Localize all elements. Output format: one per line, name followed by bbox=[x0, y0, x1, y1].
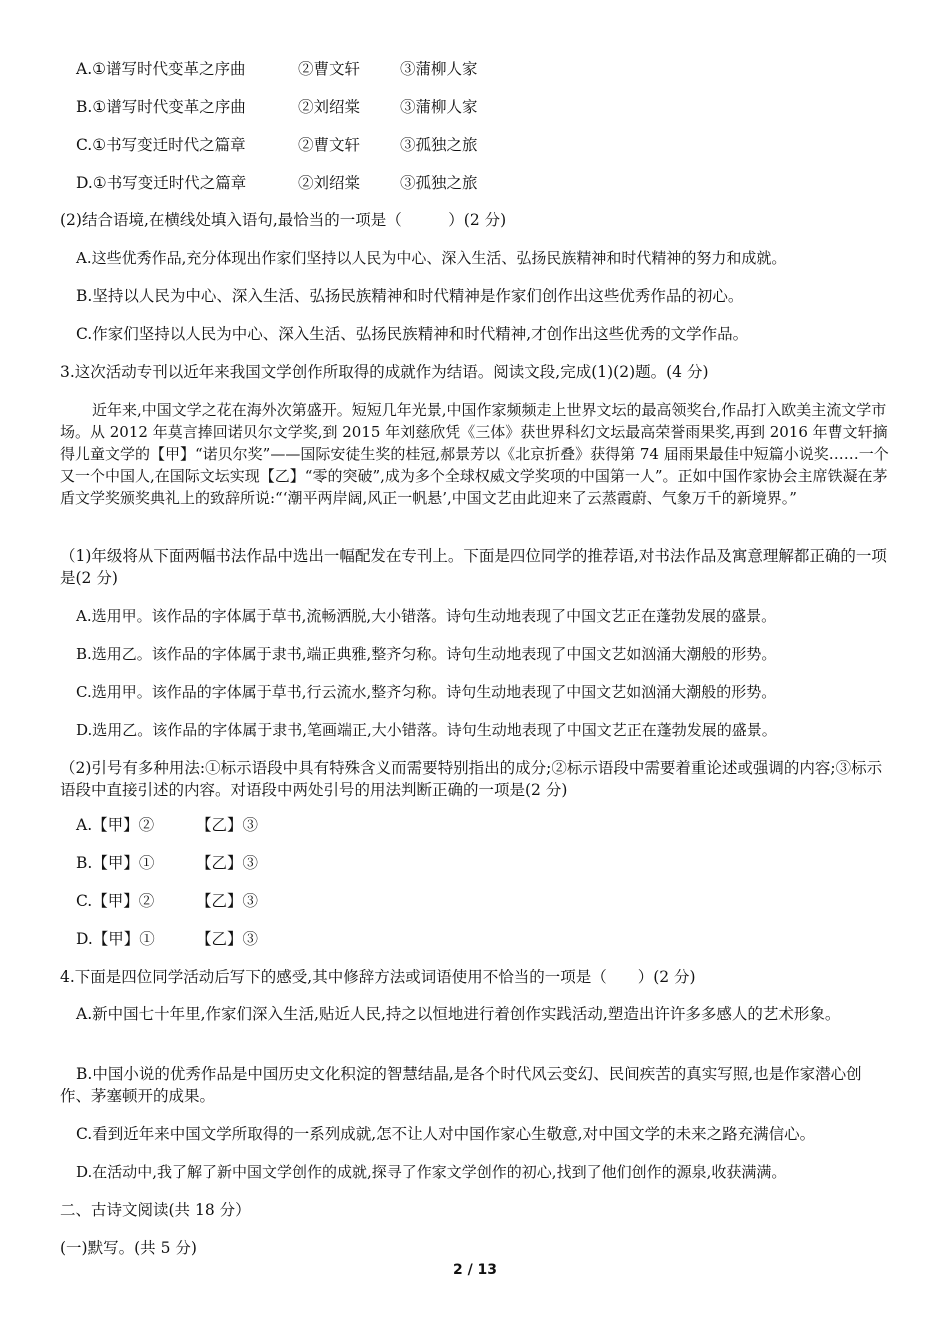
q3-2-option-a: A.【甲】② bbox=[76, 816, 155, 834]
option-text: A.①谱写时代变革之序曲 bbox=[76, 60, 246, 78]
q2-1-option-d bbox=[76, 172, 246, 194]
q2-1-option-a bbox=[76, 58, 246, 80]
q3-stem: 3.这次活动专刊以近年来我国文学创作所取得的成就作为结语。阅读文段,完成(1)(2)题。(4 分) bbox=[60, 363, 709, 381]
option-text: B.①谱写时代变革之序曲 bbox=[76, 98, 246, 116]
q2-1-option-c bbox=[76, 134, 246, 156]
q3-passage: 近年来,中国文学之花在海外次第盛开。短短几年光景,中国作家频频走上世界文坛的最高领奖台,作品打入欧美主流文学市场。从 2012 年莫言捧回诺贝尔文学奖,到 2015 年刘慈欣凭《三体》获世界科幻文坛最高荣誉雨果奖,再到 2016 年曹文轩摘得儿童文学的【甲】“诺贝尔奖”——国际安徒生奖的桂冠,郝景芳以《北京折叠》获得第 74 届雨果最佳中短篇小说奖……一个又一个中国人,在国际文坛实现【乙】“零的突破”,成为多个全球权威文学奖项的中国第一人”。正如中国作家协会主席铁凝在茅盾文学奖颁奖典礼上的致辞所说:“‘潮平两岸阔,风正一帆悬’,中国文艺由此迎来了云蒸霞蔚、气象万千的新境界。” bbox=[60, 401, 889, 507]
option-work: ③孤独之旅 bbox=[400, 174, 478, 192]
q2-2-option-b: B.坚持以人民为中心、深入生活、弘扬民族精神和时代精神是作家们创作出这些优秀作品的初心。 bbox=[76, 287, 744, 305]
option-author: ②曹文轩 bbox=[298, 60, 361, 78]
q2-2-stem: (2)结合语境,在横线处填入语句,最恰当的一项是（ ）(2 分) bbox=[60, 211, 507, 229]
option-text: D.①书写变迁时代之篇章 bbox=[76, 174, 247, 192]
option-mark-yi: 【乙】③ bbox=[196, 816, 259, 834]
option-work: ③蒲柳人家 bbox=[400, 60, 478, 78]
option-author: ②刘绍棠 bbox=[298, 174, 361, 192]
option-mark-yi: 【乙】③ bbox=[196, 930, 259, 948]
option-text: C.①书写变迁时代之篇章 bbox=[76, 136, 246, 154]
q3-2-option-d: D.【甲】① bbox=[76, 930, 155, 948]
section-subtitle: (一)默写。(共 5 分) bbox=[60, 1239, 197, 1257]
option-work: ③蒲柳人家 bbox=[400, 98, 478, 116]
q3-1-option-c: C.选用甲。该作品的字体属于草书,行云流水,整齐匀称。诗句生动地表现了中国文艺如汹涌大潮般的形势。 bbox=[76, 683, 777, 701]
option-work: ③孤独之旅 bbox=[400, 136, 478, 154]
q3-1-option-b: B.选用乙。该作品的字体属于隶书,端正典雅,整齐匀称。诗句生动地表现了中国文艺如汹涌大潮般的形势。 bbox=[76, 645, 777, 663]
q3-2-option-b: B.【甲】① bbox=[76, 854, 155, 872]
q4-option-b: B.中国小说的优秀作品是中国历史文化积淀的智慧结晶,是各个时代风云变幻、民间疾苦的真实写照,也是作家潜心创作、茅塞顿开的成果。 bbox=[60, 1065, 862, 1105]
option-mark-yi: 【乙】③ bbox=[196, 854, 259, 872]
q3-1-option-a: A.选用甲。该作品的字体属于草书,流畅洒脱,大小错落。诗句生动地表现了中国文艺正在蓬勃发展的盛景。 bbox=[76, 607, 777, 625]
section-title: 二、古诗文阅读(共 18 分） bbox=[60, 1201, 251, 1219]
q2-2-option-c: C.作家们坚持以人民为中心、深入生活、弘扬民族精神和时代精神,才创作出这些优秀的文学作品。 bbox=[76, 325, 749, 343]
q4-stem: 4.下面是四位同学活动后写下的感受,其中修辞方法或词语使用不恰当的一项是（ ）(2 分) bbox=[60, 968, 696, 986]
q4-option-c: C.看到近年来中国文学所取得的一系列成就,怎不让人对中国作家心生敬意,对中国文学的未来之路充满信心。 bbox=[76, 1125, 816, 1143]
q3-2-stem: （2)引号有多种用法:①标示语段中具有特殊含义而需要特别指出的成分;②标示语段中需要着重论述或强调的内容;③标示语段中直接引述的内容。对语段中两处引号的用法判断正确的一项是(2 分) bbox=[60, 759, 883, 799]
q3-1-option-d: D.选用乙。该作品的字体属于隶书,笔画端正,大小错落。诗句生动地表现了中国文艺正在蓬勃发展的盛景。 bbox=[76, 721, 777, 739]
page-number: 2 / 13 bbox=[452, 1262, 498, 1278]
option-author: ②刘绍棠 bbox=[298, 98, 361, 116]
option-mark-yi: 【乙】③ bbox=[196, 892, 259, 910]
q3-2-option-c: C.【甲】② bbox=[76, 892, 155, 910]
q2-1-option-b bbox=[76, 96, 246, 118]
q2-2-option-a: A.这些优秀作品,充分体现出作家们坚持以人民为中心、深入生活、弘扬民族精神和时代精神的努力和成就。 bbox=[76, 249, 787, 267]
option-author: ②曹文轩 bbox=[298, 136, 361, 154]
q4-option-d: D.在活动中,我了解了新中国文学创作的成就,探寻了作家文学创作的初心,找到了他们创作的源泉,收获满满。 bbox=[76, 1163, 787, 1181]
q4-option-a: A.新中国七十年里,作家们深入生活,贴近人民,持之以恒地进行着创作实践活动,塑造出许许多多感人的艺术形象。 bbox=[76, 1005, 841, 1023]
q3-1-stem: （1)年级将从下面两幅书法作品中选出一幅配发在专刊上。下面是四位同学的推荐语,对书法作品及寓意理解都正确的一项是(2 分) bbox=[60, 547, 887, 587]
